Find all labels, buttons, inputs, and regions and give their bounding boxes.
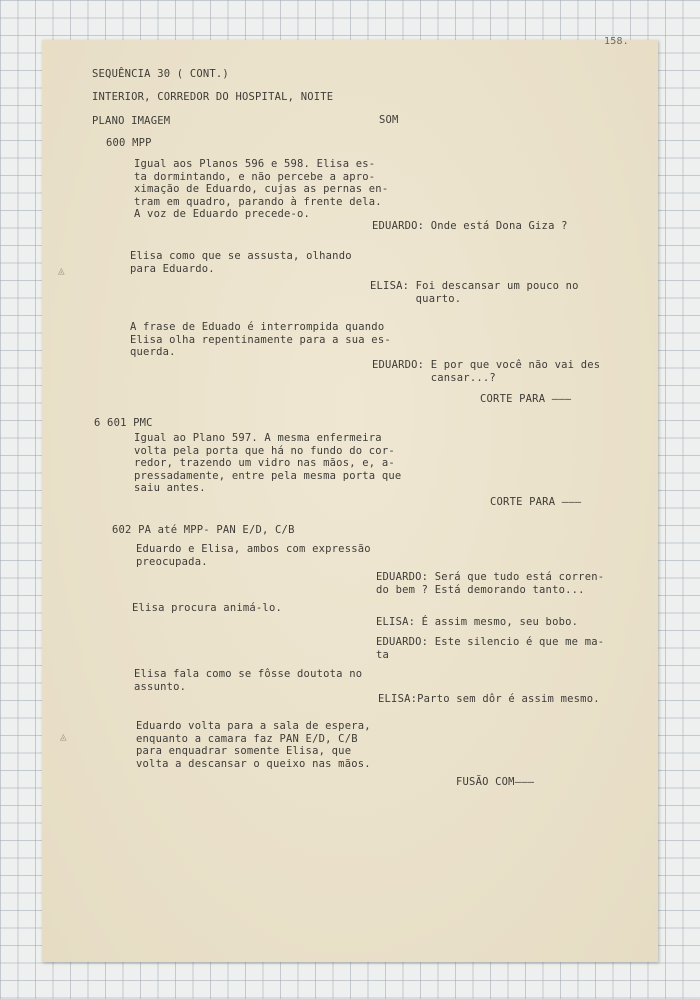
shot-600-action: Igual aos Planos 596 e 598. Elisa es- ta dormintando, e não percebe a apro- ximação de Eduardo, cujas as pernas en- tram em quadro, parando à frente dela. A voz de Eduardo precede-o. <box>134 158 389 220</box>
punch-hole-mark-top: ◬ <box>58 264 65 277</box>
shot-600-label: 600 MPP <box>106 137 152 149</box>
action-7: Eduardo volta para a sala de espera, enquanto a camara faz PAN E/D, C/B para enquadrar somente Elisa, que volta a descansar o queixo nas mãos. <box>136 720 371 770</box>
column-plano-imagem: PLANO IMAGEM <box>92 115 171 127</box>
dialogue-elisa-2: ELISA: É assim mesmo, seu bobo. <box>376 616 579 628</box>
sequence-heading: SEQUÊNCIA 30 ( CONT.) <box>92 68 229 80</box>
shot-601-action: Igual ao Plano 597. A mesma enfermeira volta pela porta que há no fundo do cor- redor, trazendo um vidro nas mãos, e, a- pressadamente, entre pela mesma porta que saiu antes. <box>134 432 402 494</box>
dialogue-eduardo-2: EDUARDO: E por que você não vai des cansar...? <box>372 359 601 384</box>
column-som: SOM <box>379 114 399 126</box>
dialogue-elisa-3: ELISA:Parto sem dôr é assim mesmo. <box>378 693 600 705</box>
punch-hole-mark-bottom: ◬ <box>60 730 67 743</box>
transition-fusao: FUSÃO COM——— <box>456 776 535 788</box>
location-heading: INTERIOR, CORREDOR DO HOSPITAL, NOITE <box>92 91 334 103</box>
shot-602-action: Eduardo e Elisa, ambos com expressão preocupada. <box>136 543 371 568</box>
dialogue-eduardo-1: EDUARDO: Onde está Dona Giza ? <box>372 220 568 232</box>
transition-corte-1: CORTE PARA ——— <box>480 393 572 405</box>
transition-corte-2: CORTE PARA ——— <box>490 496 582 508</box>
action-2: Elisa como que se assusta, olhando para Eduardo. <box>130 250 352 275</box>
action-3: A frase de Eduado é interrompida quando Elisa olha repentinamente para a sua es- querda. <box>130 321 391 358</box>
page-number: 158. <box>604 36 629 47</box>
script-page <box>42 36 658 962</box>
dialogue-eduardo-3: EDUARDO: Será que tudo está corren- do bem ? Está demorando tanto... <box>376 571 605 596</box>
shot-601-label: 6 601 PMC <box>94 417 153 429</box>
action-5: Elisa procura animá-lo. <box>132 602 282 614</box>
action-6: Elisa fala como se fôsse doutota no assunto. <box>134 668 363 693</box>
dialogue-eduardo-4: EDUARDO: Este silencio é que me ma- ta <box>376 636 605 661</box>
shot-602-label: 602 PA até MPP- PAN E/D, C/B <box>112 524 295 536</box>
dialogue-elisa-1: ELISA: Foi descansar um pouco no quarto. <box>370 280 579 305</box>
